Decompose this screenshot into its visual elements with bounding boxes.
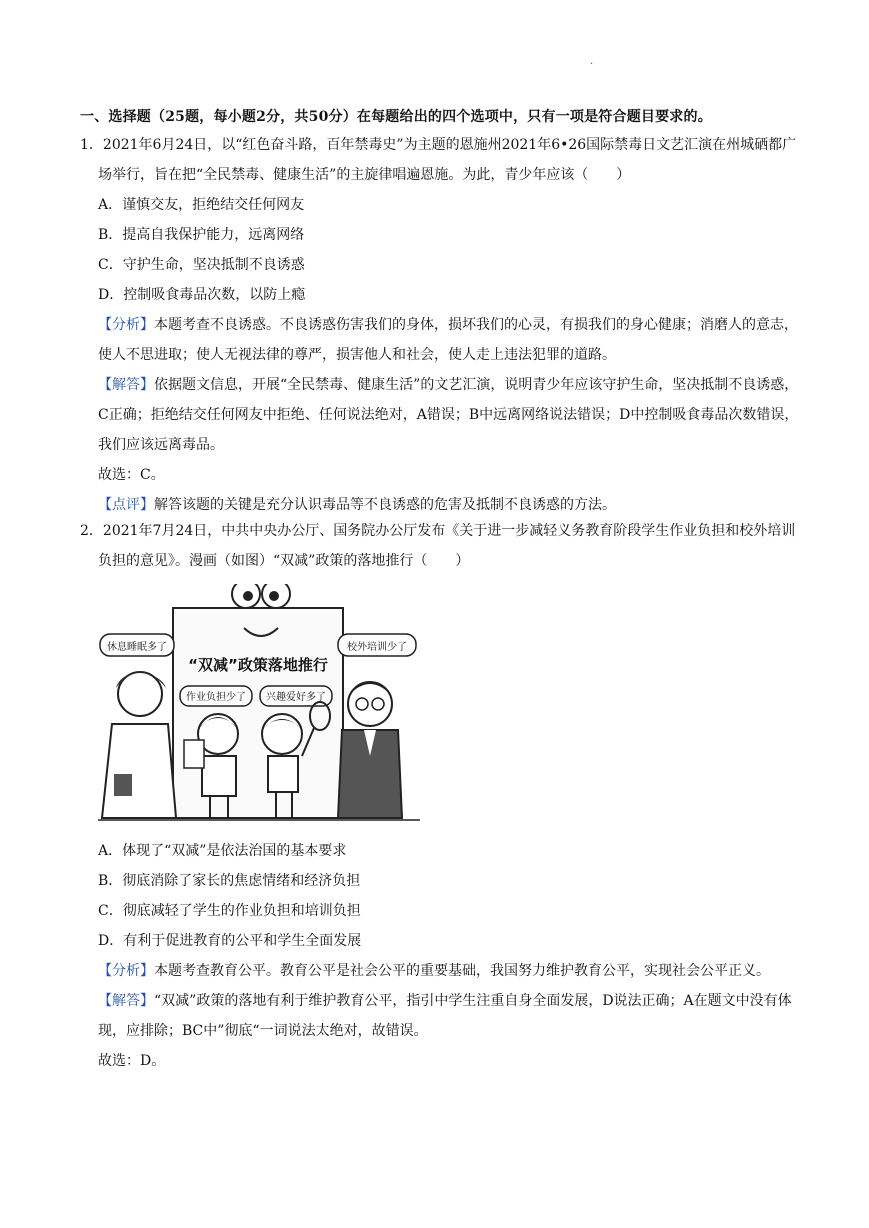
question-2-option-a: A．体现了“双减”是依法治国的基本要求 [98, 843, 347, 859]
question-2-analysis [80, 956, 800, 986]
answer-tag: 【解答】 [98, 993, 154, 1009]
analysis-text: 本题考查教育公平。教育公平是社会公平的重要基础，我国努力维护教育公平，实现社会公平正义。 [154, 963, 770, 979]
question-1 [80, 130, 800, 520]
question-1-answer [80, 370, 800, 460]
father-figure [338, 682, 402, 818]
question-2-choice: 故选：D。 [98, 1053, 166, 1069]
question-1-analysis [80, 310, 800, 370]
question-2-stem: 2．2021年7月24日，中共中央办公厅、国务院办公厅发布《关于进一步减轻义务教育阶段学生作业负担和校外培训负担的意见》。漫画（如图）“双减”政策的落地推行（ ） [80, 523, 796, 569]
bubble-left-text: 休息睡眠多了 [107, 642, 167, 653]
question-1-stem: 1．2021年6月24日，以“红色奋斗路，百年禁毒史”为主题的恩施州2021年6•26国际禁毒日文艺汇演在州城硒都广场举行，旨在把“全民禁毒、健康生活”的主旋律唱遍恩施。为此，青少年应该（ ） [80, 137, 797, 183]
question-1-option-d: D．控制吸食毒品次数，以防上瘾 [98, 287, 306, 303]
bubble-mid2-text: 兴趣爱好多了 [266, 692, 326, 703]
header-dot: . [590, 56, 594, 67]
analysis-tag: 【分析】 [98, 317, 154, 333]
question-2-option-c: C．彻底减轻了学生的作业负担和培训负担 [98, 903, 361, 919]
question-1-option-a: A．谨慎交友，拒绝结交任何网友 [98, 197, 305, 213]
comment-text: 解答该题的关键是充分认识毒品等不良诱惑的危害及抵制不良诱惑的方法。 [154, 497, 616, 513]
bubble-mid1-text: 作业负担少了 [186, 692, 246, 703]
answer-text: “双减”政策的落地有利于维护教育公平，指引中学生注重自身全面发展，D说法正确；A在题文中没有体现，应排除；BC中”彻底“一词说法太绝对，故错误。 [98, 993, 792, 1039]
banner-board [173, 608, 343, 818]
question-1-option-c: C．守护生命，坚决抵制不良诱惑 [98, 257, 305, 273]
section-title: 一、选择题（25题，每小题2分，共50分）在每题给出的四个选项中，只有一项是符合题目要求的。 [80, 109, 712, 125]
double-reduction-cartoon [98, 584, 420, 832]
analysis-text: 本题考查不良诱惑。不良诱惑伤害我们的身体，损坏我们的心灵，有损我们的身心健康；消磨人的意志，使人不思进取；使人无视法律的尊严，损害他人和社会，使人走上违法犯罪的道路。 [98, 317, 798, 363]
question-2-option-b: B．彻底消除了家长的焦虑情绪和经济负担 [98, 873, 361, 889]
question-2 [80, 516, 800, 1076]
comment-tag: 【点评】 [98, 497, 154, 513]
question-1-option-b: B．提高自我保护能力，远离网络 [98, 227, 305, 243]
bubble-right-text: 校外培训少了 [347, 642, 407, 653]
question-1-choice: 故选：C。 [98, 467, 165, 483]
banner-text: “双减”政策落地推行 [188, 656, 328, 674]
analysis-tag: 【分析】 [98, 963, 154, 979]
answer-tag: 【解答】 [98, 377, 154, 393]
question-2-answer [80, 986, 800, 1046]
question-2-option-d: D．有利于促进教育的公平和学生全面发展 [98, 933, 362, 949]
answer-text: 依据题文信息，开展“全民禁毒、健康生活”的文艺汇演，说明青少年应该守护生命，坚决抵制不良诱惑，C正确；拒绝结交任何网友中拒绝、任何说法绝对，A错误；B中远离网络说法错误；D中控制吸食毒品次数错误，我们应该远离毒品。 [98, 377, 799, 453]
mother-figure [102, 672, 176, 818]
